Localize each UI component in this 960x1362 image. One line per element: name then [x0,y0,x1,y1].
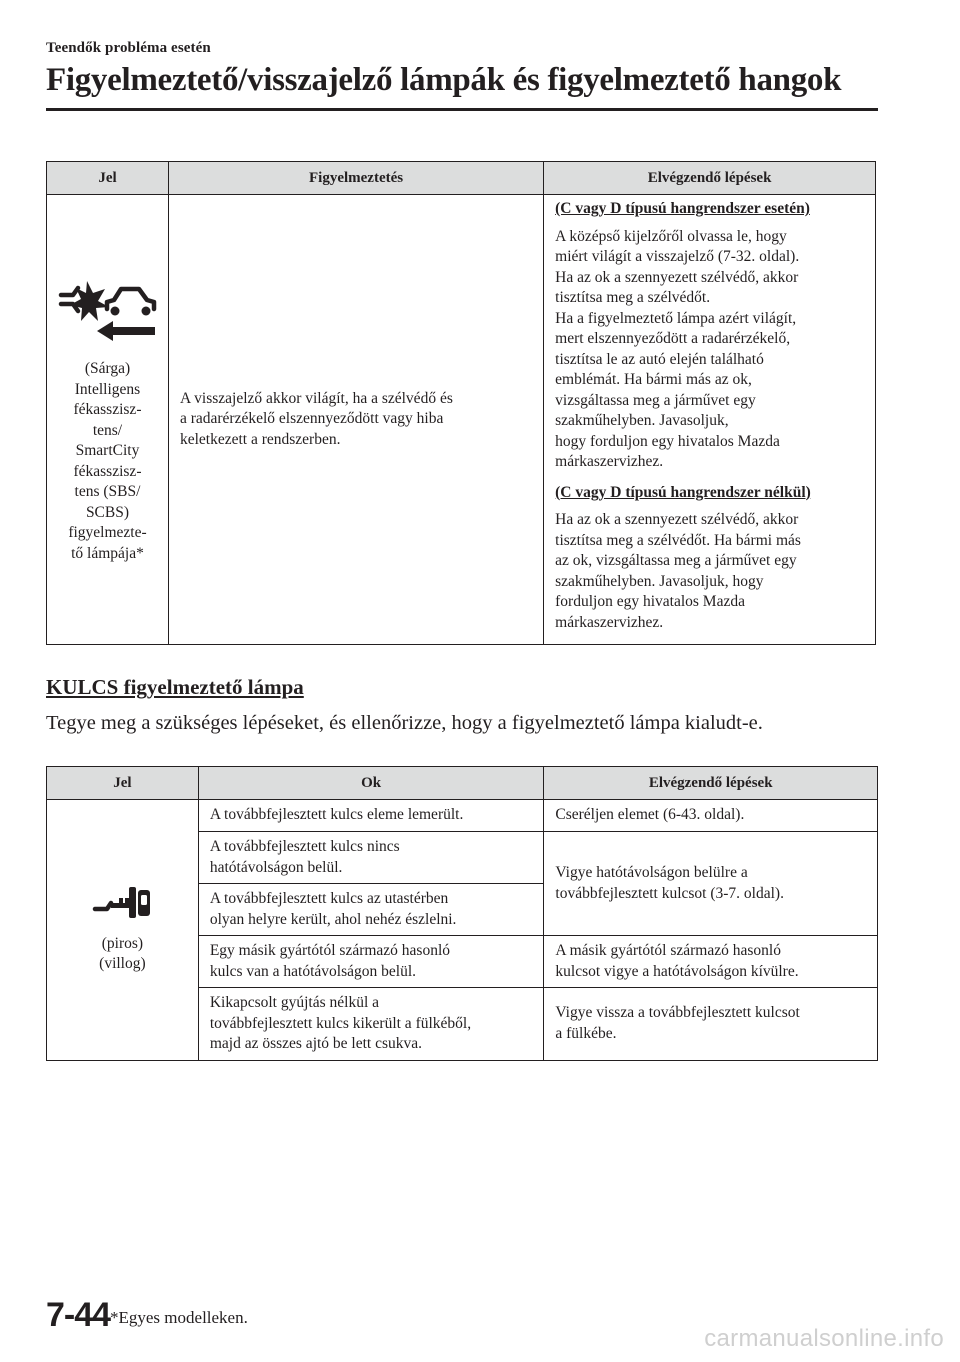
action-cell [544,988,878,1061]
cause-cell [198,936,544,988]
column-header-figyelmeztetes: Figyelmeztetés [168,162,543,195]
table-row [47,195,876,645]
section-heading: KULCS figyelmeztető lámpa [46,675,304,699]
key-warning-table [46,766,878,1061]
title-rule [46,108,878,111]
cause-text: A továbbfejlesztett kulcs nincs hatótávolságon belül. [209,838,400,876]
section-label: Teendők probléma esetén [46,40,211,56]
jel-caption: (piros) (villog) [99,934,146,972]
column-header-ok: Ok [198,767,544,800]
section-intro: Tegye meg a szükséges lépéseket, és ellenőrizze, hogy a figyelmeztető lámpa kialudt-e. [46,712,763,734]
cause-text: Egy másik gyártótól származó hasonló kulcs van a hatótávolságon belül. [209,942,451,980]
table-row [47,800,878,832]
cause-cell [198,832,544,884]
footnote: *Egyes modelleken. [110,1308,248,1327]
warning-text: A visszajelző akkor világít, ha a szélvédő és a radarérzékelő elszennyeződött vagy hiba keletkezett a rendszerben. [179,389,453,448]
steps-text: A középső kijelzőről olvassa le, hogy miért világít a visszajelző (7-32. oldal). Ha az ok a szennyezett szélvédő, akkor tisztítsa meg a szélvédőt. Ha a figyelmeztető lámpa azért világít, mert elszennyeződött a radarérzékelő, tisztítsa le az autó elején található emblémát. Ha bármi más az ok, vizsgáltassa meg a járművet egy szakműhelyben. Javasoljuk, hogy forduljon egy hivatalos Mazda márkaszervizhez. [555,227,800,470]
table-header-row [47,767,878,800]
warning-cell [168,195,543,645]
action-text: Vigye vissza a továbbfejlesztett kulcsot a fülkébe. [555,1004,800,1042]
action-text: A másik gyártótól származó hasonló kulcsot vigye a hatótávolságon kívülre. [555,942,799,980]
column-header-lepesek: Elvégzendő lépések [544,767,878,800]
watermark: carmanualsonline.info [704,1325,944,1352]
cause-text: Kikapcsolt gyújtás nélkül a továbbfejlesztett kulcs kikerült a fülkéből, majd az összes ajtó be lett csukva. [209,994,472,1052]
steps-block-without-audio [544,483,875,634]
key-warning-icon [91,885,153,926]
jel-caption: (Sárga) Intelligens fékasszisz- tens/ SmartCity fékasszisz- tens (SBS/ SCBS) figyelmezte- tő lámpája* [68,360,147,562]
action-cell [544,936,878,988]
jel-cell [47,195,169,645]
cause-cell [198,988,544,1061]
column-header-jel: Jel [47,767,199,800]
cause-cell [198,884,544,936]
table-header-row [47,162,876,195]
action-text: Cseréljen elemet (6-43. oldal). [555,806,745,824]
warning-lamp-table [46,161,876,645]
page-number: 7-44 [46,1296,111,1334]
cause-cell [198,800,544,832]
jel-cell [47,800,199,1061]
cause-text: A továbbfejlesztett kulcs az utastérben olyan helyre került, ahol nehéz észlelni. [209,890,457,928]
steps-heading: (C vagy D típusú hangrendszer esetén) [555,200,810,217]
page-title: Figyelmeztető/visszajelző lámpák és figyelmeztető hangok [46,62,842,98]
column-header-lepesek: Elvégzendő lépések [544,162,876,195]
steps-text: Ha az ok a szennyezett szélvédő, akkor tisztítsa meg a szélvédőt. Ha bármi más az ok, vizsgáltassa meg a járművet egy szakműhelyben. Javasoljuk, hogy forduljon egy hivatalos Mazda márkaszervizhez. [555,511,801,631]
action-cell [544,800,878,832]
collision-warning-icon [53,275,161,352]
action-text: Vigye hatótávolságon belülre a továbbfejlesztett kulcsot (3-7. oldal). [555,864,784,902]
steps-cell [544,195,876,645]
steps-block-with-audio [544,199,875,473]
column-header-jel: Jel [47,162,169,195]
cause-text: A továbbfejlesztett kulcs eleme lemerült. [209,806,464,824]
steps-heading: (C vagy D típusú hangrendszer nélkül) [555,483,811,501]
action-cell [544,832,878,936]
